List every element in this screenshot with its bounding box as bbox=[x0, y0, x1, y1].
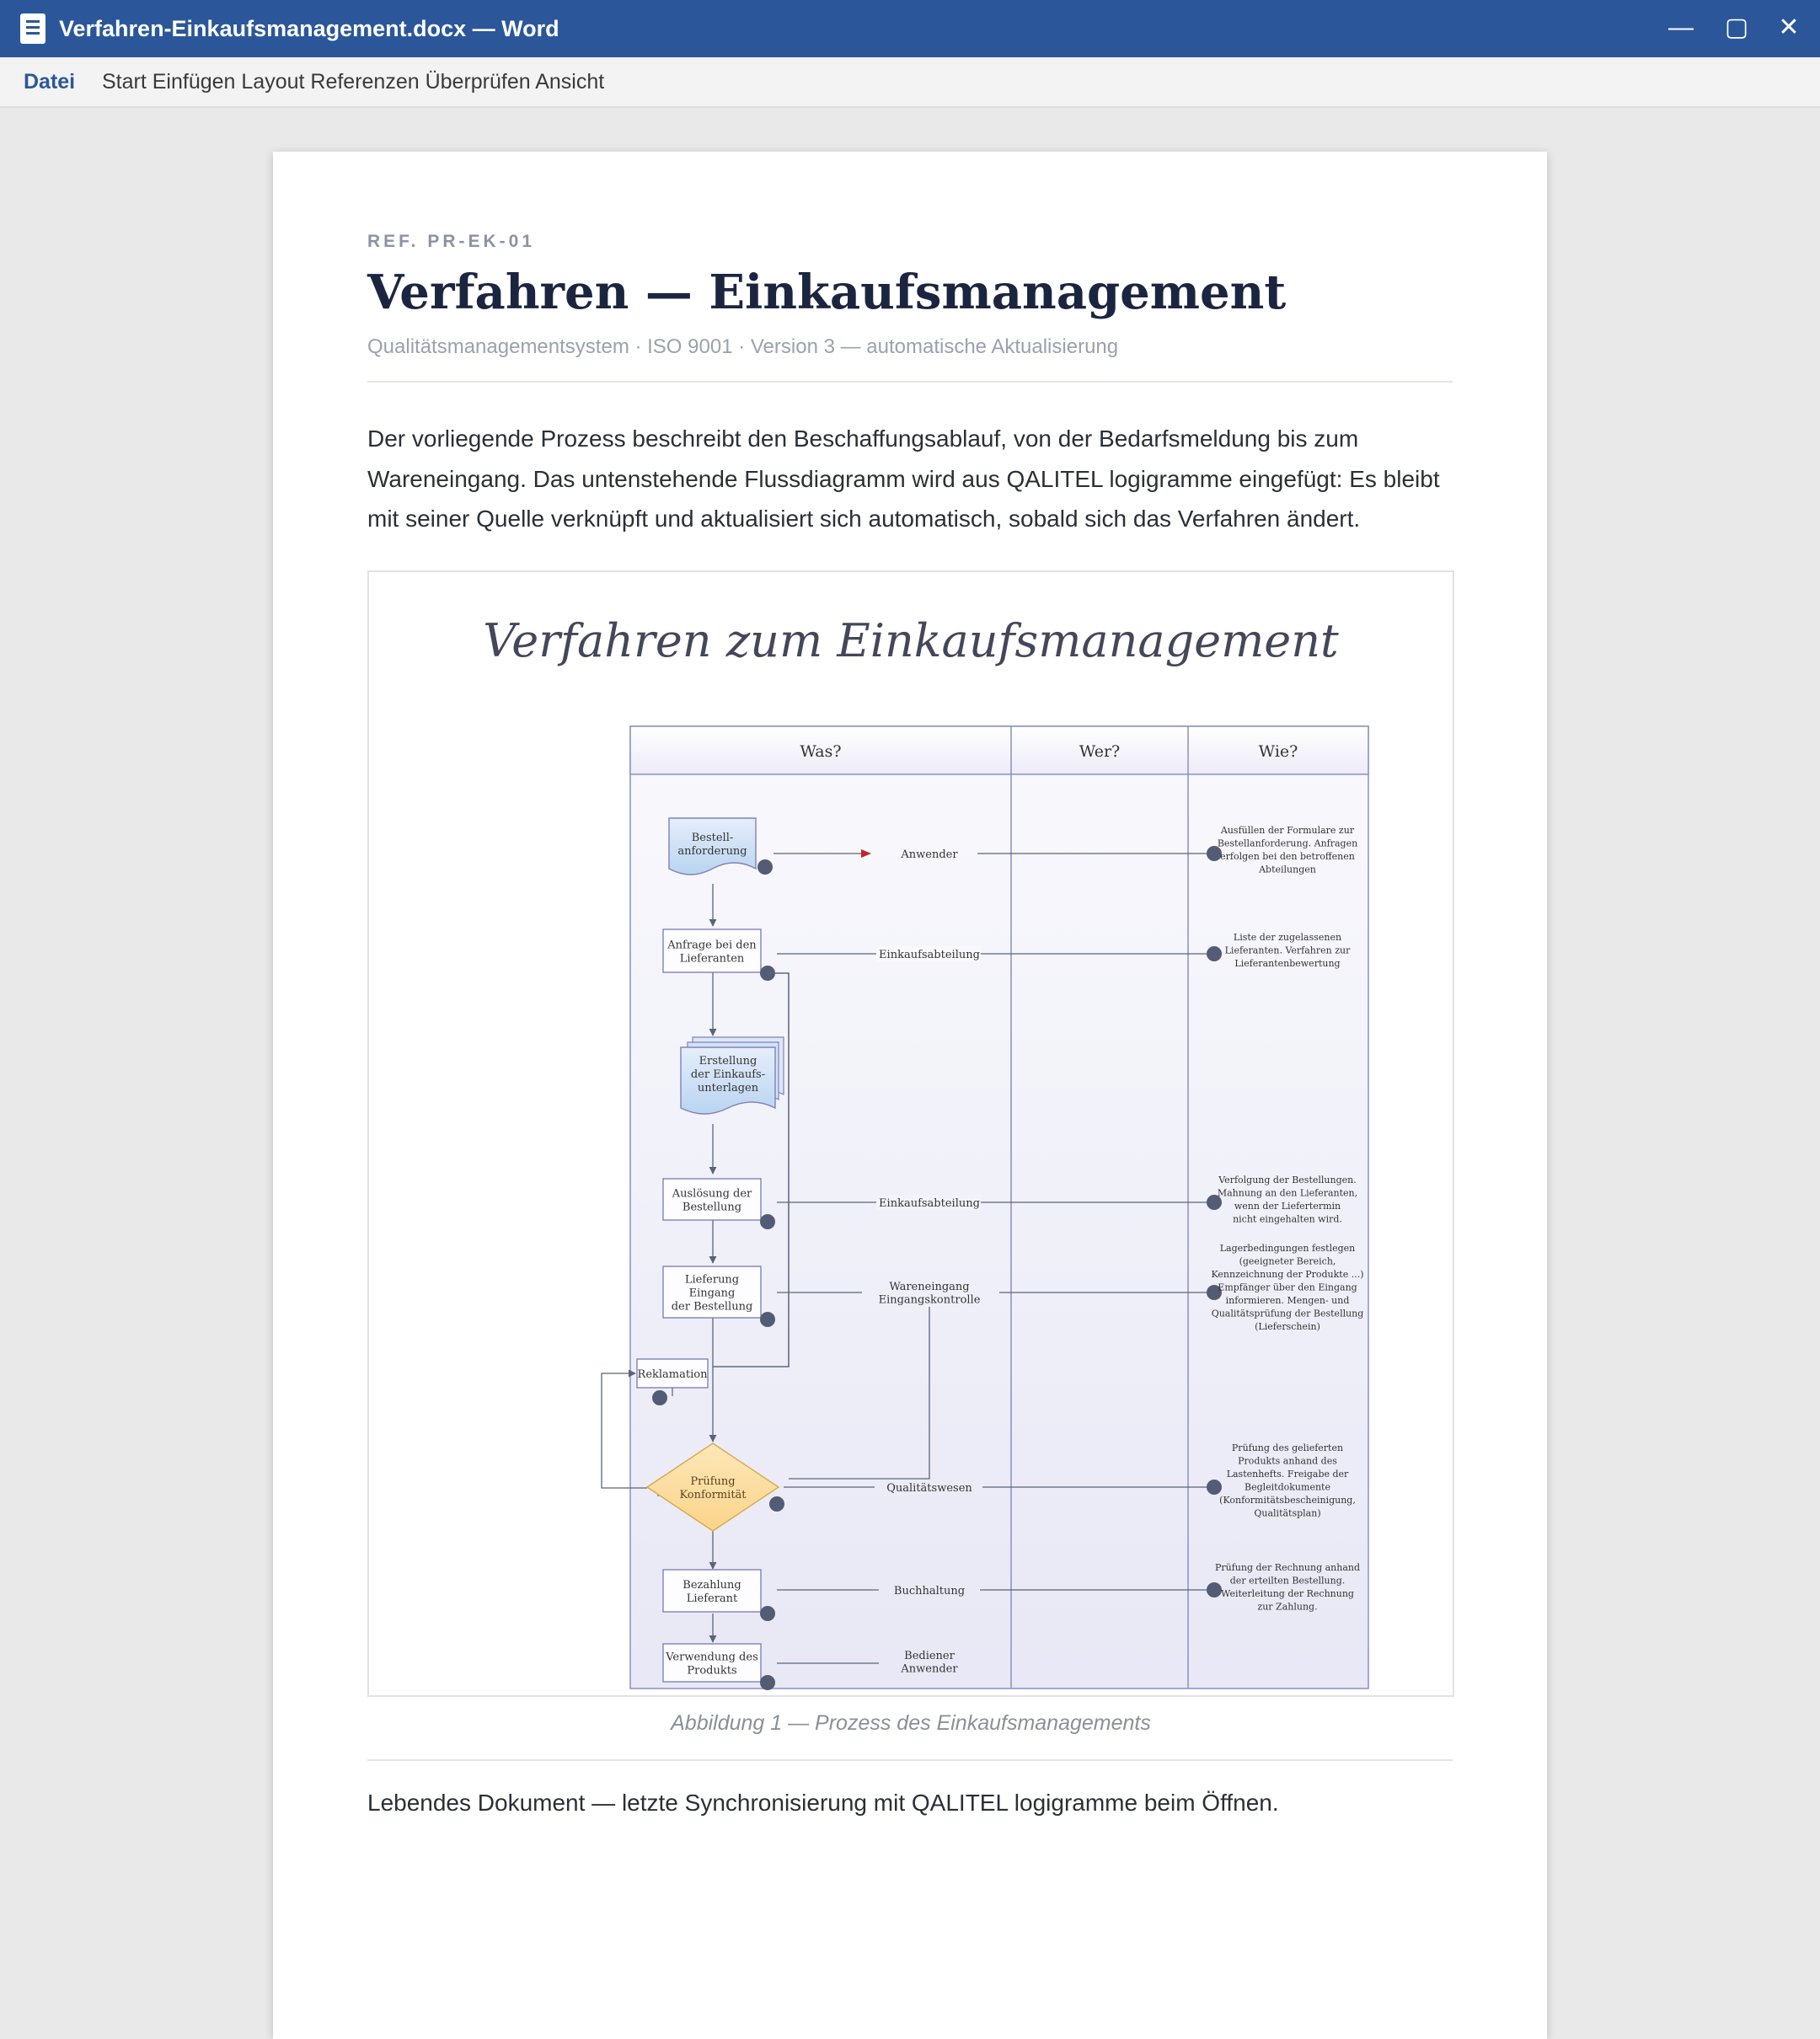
step-ausloesung-label: Auslösung der Bestellung bbox=[672, 1187, 752, 1214]
step-pruefung-label: Prüfung Konformität bbox=[679, 1475, 747, 1501]
step-erstellung-label: Erstellung der Einkaufs-unterlagen bbox=[690, 1055, 766, 1094]
caption-divider bbox=[367, 1759, 1453, 1761]
step-verwendung-label: Verwendung des Produkts bbox=[666, 1651, 758, 1678]
column-was: Was? bbox=[800, 742, 842, 761]
how-ausloesung: Verfolgung der Bestellungen. Mahnung an den Lieferanten, wenn der Liefertermin nicht eingehalten wird. bbox=[1217, 1175, 1358, 1225]
how-anfrage: Liste der zugelassenen Lieferanten. Verfahren zur Lieferantenbewertung bbox=[1224, 932, 1351, 969]
sync-note: Lebendes Dokument — letzte Synchronisierung mit QALITEL logigramme beim Öffnen. bbox=[367, 1790, 1279, 1816]
document-subtitle: Qualitätsmanagementsystem · ISO 9001 · Version 3 — automatische Aktualisierung bbox=[367, 335, 1119, 358]
menu-bar bbox=[0, 57, 1820, 108]
step-verwendung-dot bbox=[760, 1675, 775, 1690]
window-title: Verfahren-Einkaufsmanagement.docx — Word bbox=[59, 16, 559, 41]
who-anwender: Anwender bbox=[901, 848, 958, 861]
figure-caption: Abbildung 1 — Prozess des Einkaufsmanagements bbox=[671, 1711, 1151, 1735]
column-wer: Wer? bbox=[1079, 742, 1121, 761]
diagram-title: Verfahren zum Einkaufsmanagement bbox=[483, 614, 1339, 667]
maximize-icon[interactable]: ▢ bbox=[1724, 13, 1749, 41]
step-reklamation-label: Reklamation bbox=[637, 1368, 708, 1381]
close-icon[interactable]: ✕ bbox=[1778, 13, 1800, 41]
who-bediener: Bediener Anwender bbox=[901, 1650, 958, 1676]
who-qualitaet: Qualitätswesen bbox=[886, 1482, 972, 1495]
step-reklamation-dot bbox=[652, 1390, 667, 1405]
step-ausloesung-dot bbox=[760, 1214, 775, 1229]
menu-tabs[interactable]: Start Einfügen Layout Referenzen Überprüfen Ansicht bbox=[102, 70, 605, 94]
document-reference: REF. PR-EK-01 bbox=[367, 232, 536, 251]
who-buchhaltung: Buchhaltung bbox=[893, 1585, 966, 1597]
who-wareneingang: Wareneingang Eingangskontrolle bbox=[878, 1281, 981, 1307]
step-bezahlung-dot bbox=[760, 1606, 775, 1621]
menu-file[interactable]: Datei bbox=[24, 70, 76, 94]
document-page bbox=[273, 152, 1547, 2039]
title-divider bbox=[367, 381, 1453, 383]
step-lieferung-label: Lieferung Eingang der Bestellung bbox=[671, 1273, 753, 1314]
minimize-icon[interactable]: — bbox=[1668, 13, 1694, 41]
how-dot-5 bbox=[1207, 1480, 1222, 1495]
who-einkauf-1: Einkaufsabteilung bbox=[879, 949, 980, 961]
title-bar bbox=[0, 0, 1820, 57]
document-icon bbox=[20, 13, 46, 44]
step-bezahlung-label: Bezahlung Lieferant bbox=[682, 1579, 741, 1605]
step-bestell-dot bbox=[757, 859, 773, 875]
embedded-flowchart[interactable] bbox=[367, 570, 1454, 1697]
column-wie: Wie? bbox=[1258, 742, 1298, 761]
how-dot-2 bbox=[1207, 946, 1222, 961]
how-dot-6 bbox=[1207, 1582, 1222, 1597]
intro-paragraph: Der vorliegende Prozess beschreibt den Beschaffungsablauf, von der Bedarfsmeldung bis zum Wareneingang. Das untenstehende Flussdiagramm wird aus QALITEL logigramme eingefügt: Es bleibt mit seiner Quelle verknüpft und aktualisiert sich automatisch, sobald sich das Verfahren ändert. bbox=[367, 425, 1440, 532]
step-bestellanforderung-label: Bestell-anforderung bbox=[677, 832, 747, 858]
how-bezahlung: Prüfung der Rechnung anhand der erteilten Bestellung. Weiterleitung der Rechnung zur Zahlung. bbox=[1214, 1562, 1361, 1613]
how-bestell: Ausfüllen der Formulare zur Bestellanforderung. Anfragen erfolgen bei den betroffenen Abteilungen bbox=[1217, 825, 1358, 875]
who-einkauf-2: Einkaufsabteilung bbox=[879, 1197, 980, 1210]
document-title: Verfahren — Einkaufsmanagement bbox=[367, 265, 1287, 320]
step-lieferung-dot bbox=[760, 1312, 775, 1327]
how-lieferung: Lagerbedingungen festlegen (geeigneter Bereich, Kennzeichnung der Produkte ...) Empfänger über den Eingang informieren. Mengen- und Qualitätsprüfung der Bestellung (Lieferschein) bbox=[1211, 1243, 1364, 1332]
how-pruefung: Prüfung des gelieferten Produkts anhand des Lastenhefts. Freigabe der Begleitdokumente (Konformitätsbescheinigung, Qualitätsplan) bbox=[1219, 1442, 1356, 1519]
flowchart-svg bbox=[369, 572, 1453, 1695]
step-pruefung-dot bbox=[769, 1496, 784, 1512]
step-anfrage-label: Anfrage bei den Lieferanten bbox=[667, 939, 757, 966]
